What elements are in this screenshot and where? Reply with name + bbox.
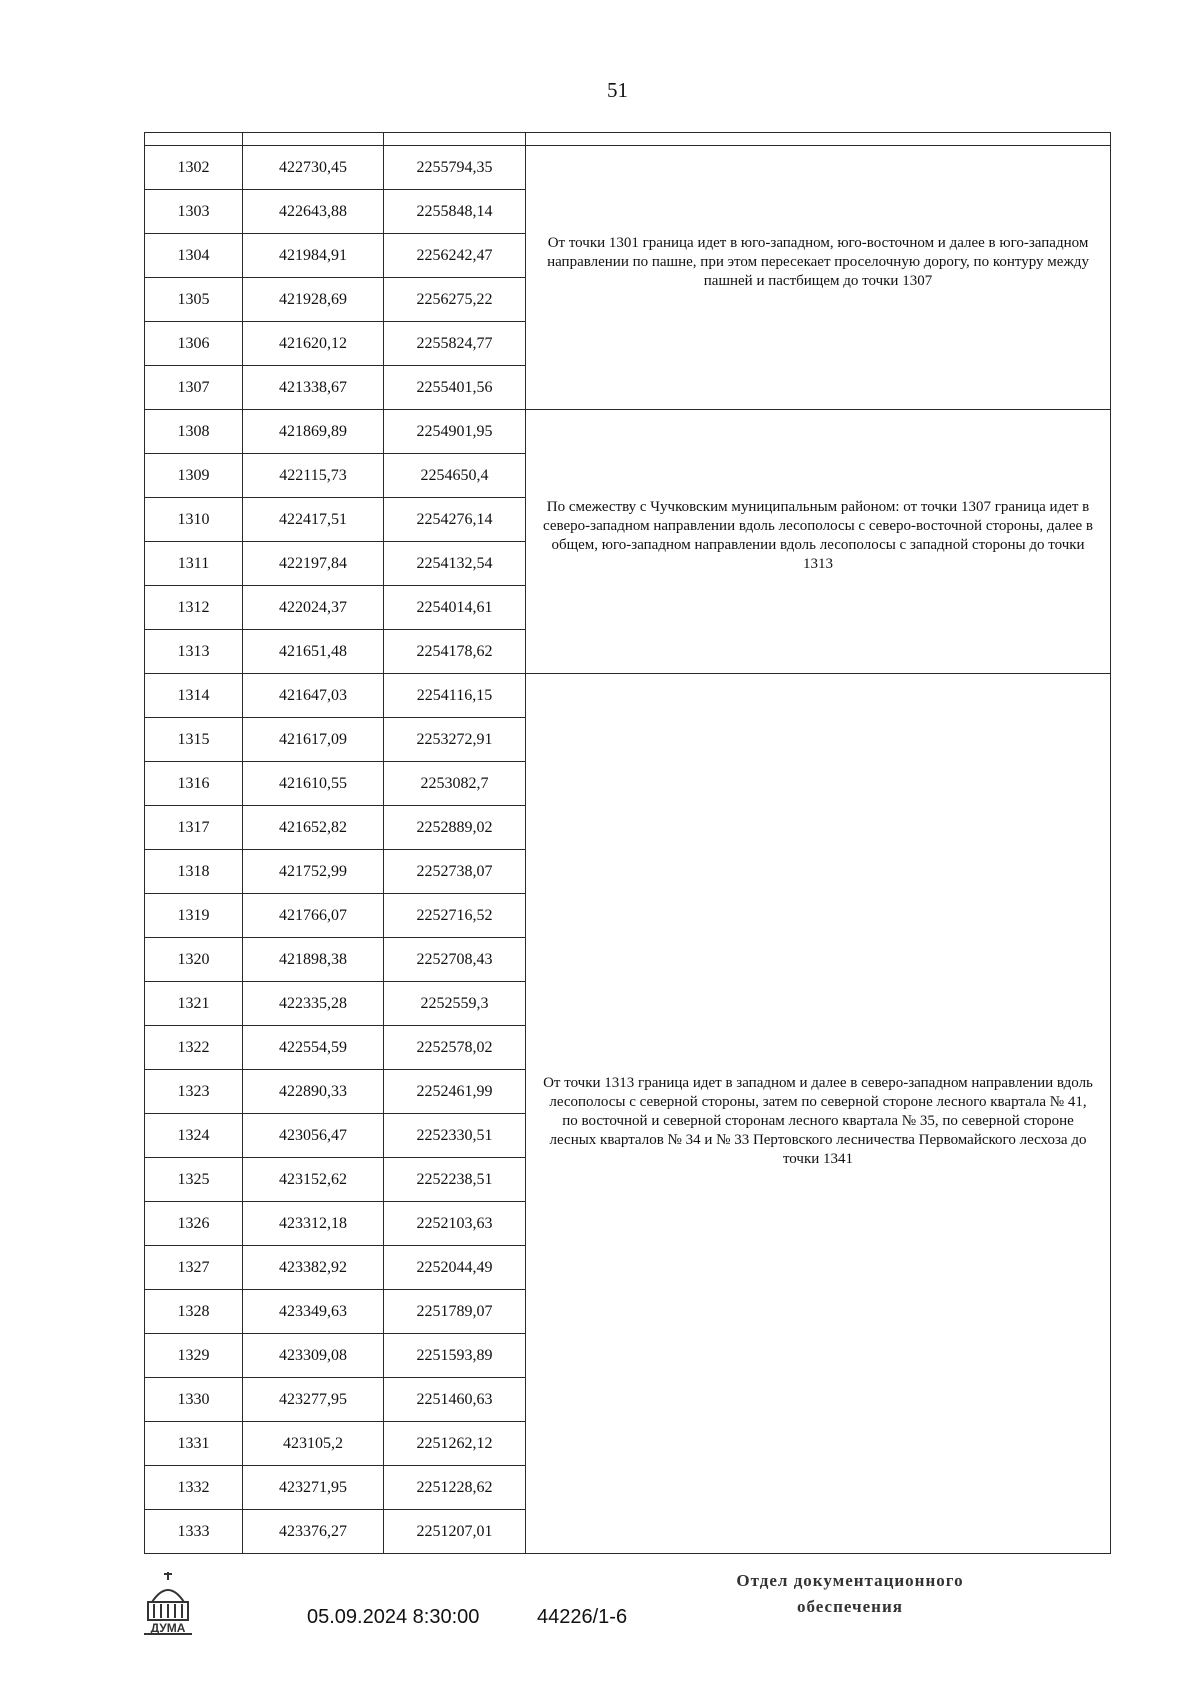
- point-number-cell: 1311: [145, 542, 243, 586]
- point-number-cell: 1325: [145, 1158, 243, 1202]
- coord-y-cell: 2252889,02: [384, 806, 526, 850]
- coord-y-cell: 2255401,56: [384, 366, 526, 410]
- point-number-cell: 1331: [145, 1422, 243, 1466]
- coord-y-cell: 2255794,35: [384, 146, 526, 190]
- point-number-cell: 1312: [145, 586, 243, 630]
- boundary-description-cell: От точки 1313 граница идет в западном и далее в северо-западном направлении вдоль лесополосы с северной стороны, затем по северной стороне лесного квартала № 41, по восточной и северной сторонам лесного квартала № 35, по северной стороне лесных кварталов № 34 и № 33 Пертовского лесничества Первомайского лесхоза до точки 1341: [526, 674, 1111, 1554]
- coord-x-cell: 423277,95: [243, 1378, 384, 1422]
- coord-y-cell: 2254178,62: [384, 630, 526, 674]
- point-number-cell: 1320: [145, 938, 243, 982]
- coord-y-cell: 2251460,63: [384, 1378, 526, 1422]
- coord-y-cell: 2254276,14: [384, 498, 526, 542]
- coord-x-cell: 423312,18: [243, 1202, 384, 1246]
- coord-y-cell: 2254901,95: [384, 410, 526, 454]
- coord-y-cell: 2256275,22: [384, 278, 526, 322]
- point-number-cell: 1332: [145, 1466, 243, 1510]
- coord-y-cell: 2252461,99: [384, 1070, 526, 1114]
- point-number-cell: 1303: [145, 190, 243, 234]
- footer-document-code: 44226/1-6: [537, 1606, 628, 1628]
- coord-x-cell: 421928,69: [243, 278, 384, 322]
- table-row: [145, 410, 1111, 454]
- coord-x-cell: 423271,95: [243, 1466, 384, 1510]
- point-number-cell: 1316: [145, 762, 243, 806]
- point-number-cell: 1302: [145, 146, 243, 190]
- coord-x-cell: 422197,84: [243, 542, 384, 586]
- coord-x-cell: 421869,89: [243, 410, 384, 454]
- table-row: [145, 146, 1111, 190]
- coord-y-cell: 2252044,49: [384, 1246, 526, 1290]
- point-number-cell: 1328: [145, 1290, 243, 1334]
- coord-y-cell: 2252708,43: [384, 938, 526, 982]
- point-number-cell: 1330: [145, 1378, 243, 1422]
- point-number-cell: 1309: [145, 454, 243, 498]
- header-cell-y: [384, 133, 526, 146]
- point-number-cell: 1304: [145, 234, 243, 278]
- coord-x-cell: 422335,28: [243, 982, 384, 1026]
- coord-x-cell: 423309,08: [243, 1334, 384, 1378]
- coord-x-cell: 421766,07: [243, 894, 384, 938]
- point-number-cell: 1313: [145, 630, 243, 674]
- coord-y-cell: 2252578,02: [384, 1026, 526, 1070]
- boundary-description-cell: От точки 1301 граница идет в юго-западном, юго-восточном и далее в юго-западном направлении по пашне, при этом пересекает проселочную дорогу, по контуру между пашней и пастбищем до точки 1307: [526, 146, 1111, 410]
- point-number-cell: 1329: [145, 1334, 243, 1378]
- coord-x-cell: 421651,48: [243, 630, 384, 674]
- coord-x-cell: 422115,73: [243, 454, 384, 498]
- point-number-cell: 1318: [145, 850, 243, 894]
- point-number-cell: 1322: [145, 1026, 243, 1070]
- coord-x-cell: 421898,38: [243, 938, 384, 982]
- coord-y-cell: 2252738,07: [384, 850, 526, 894]
- stamp-line-2: обеспечения: [797, 1597, 903, 1616]
- point-number-cell: 1324: [145, 1114, 243, 1158]
- coord-x-cell: 423382,92: [243, 1246, 384, 1290]
- point-number-cell: 1317: [145, 806, 243, 850]
- coord-y-cell: 2252103,63: [384, 1202, 526, 1246]
- coord-x-cell: 422643,88: [243, 190, 384, 234]
- coord-x-cell: 423152,62: [243, 1158, 384, 1202]
- logo-text: ДУМА: [150, 1621, 186, 1635]
- coord-x-cell: 421984,91: [243, 234, 384, 278]
- coord-x-cell: 421620,12: [243, 322, 384, 366]
- point-number-cell: 1319: [145, 894, 243, 938]
- point-number-cell: 1323: [145, 1070, 243, 1114]
- coord-y-cell: 2253082,7: [384, 762, 526, 806]
- footer-date: 05.09.2024 8:30:00: [307, 1606, 480, 1628]
- coord-y-cell: 2251593,89: [384, 1334, 526, 1378]
- coord-y-cell: 2252330,51: [384, 1114, 526, 1158]
- coord-x-cell: 421610,55: [243, 762, 384, 806]
- coord-x-cell: 422730,45: [243, 146, 384, 190]
- header-cell-x: [243, 133, 384, 146]
- header-cell-point: [145, 133, 243, 146]
- duma-logo-icon: [138, 1568, 198, 1636]
- coord-x-cell: 422554,59: [243, 1026, 384, 1070]
- point-number-cell: 1327: [145, 1246, 243, 1290]
- coord-x-cell: 423056,47: [243, 1114, 384, 1158]
- point-number-cell: 1305: [145, 278, 243, 322]
- coord-x-cell: 423349,63: [243, 1290, 384, 1334]
- coord-x-cell: 421617,09: [243, 718, 384, 762]
- coord-y-cell: 2251262,12: [384, 1422, 526, 1466]
- coord-y-cell: 2251228,62: [384, 1466, 526, 1510]
- coord-x-cell: 423376,27: [243, 1510, 384, 1554]
- coord-y-cell: 2254132,54: [384, 542, 526, 586]
- point-number-cell: 1333: [145, 1510, 243, 1554]
- point-number-cell: 1310: [145, 498, 243, 542]
- point-number-cell: 1314: [145, 674, 243, 718]
- coord-y-cell: 2255824,77: [384, 322, 526, 366]
- coord-y-cell: 2252716,52: [384, 894, 526, 938]
- point-number-cell: 1315: [145, 718, 243, 762]
- coord-y-cell: 2254650,4: [384, 454, 526, 498]
- coord-y-cell: 2256242,47: [384, 234, 526, 278]
- coord-x-cell: 422417,51: [243, 498, 384, 542]
- header-cell-description: [526, 133, 1111, 146]
- point-number-cell: 1321: [145, 982, 243, 1026]
- department-stamp: [700, 1568, 1000, 1620]
- coord-x-cell: 421338,67: [243, 366, 384, 410]
- point-number-cell: 1308: [145, 410, 243, 454]
- coord-y-cell: 2252559,3: [384, 982, 526, 1026]
- stamp-line-1: Отдел документационного: [736, 1571, 964, 1590]
- coord-x-cell: 421647,03: [243, 674, 384, 718]
- coord-x-cell: 421752,99: [243, 850, 384, 894]
- coord-y-cell: 2255848,14: [384, 190, 526, 234]
- coord-x-cell: 421652,82: [243, 806, 384, 850]
- page-number: 51: [607, 78, 628, 102]
- coord-y-cell: 2254116,15: [384, 674, 526, 718]
- point-number-cell: 1306: [145, 322, 243, 366]
- coord-x-cell: 422890,33: [243, 1070, 384, 1114]
- coord-x-cell: 422024,37: [243, 586, 384, 630]
- coord-y-cell: 2253272,91: [384, 718, 526, 762]
- coordinates-table: [144, 132, 1111, 1554]
- table-header-row: [145, 133, 1111, 146]
- coord-x-cell: 423105,2: [243, 1422, 384, 1466]
- coord-y-cell: 2251207,01: [384, 1510, 526, 1554]
- table-row: [145, 674, 1111, 718]
- point-number-cell: 1307: [145, 366, 243, 410]
- coord-y-cell: 2252238,51: [384, 1158, 526, 1202]
- point-number-cell: 1326: [145, 1202, 243, 1246]
- coord-y-cell: 2251789,07: [384, 1290, 526, 1334]
- boundary-description-cell: По смежеству с Чучковским муниципальным районом: от точки 1307 граница идет в северо-западном направлении вдоль лесополосы с северо-восточной стороны, далее в общем, юго-западном направлении вдоль лесополосы с западной стороны до точки 1313: [526, 410, 1111, 674]
- coord-y-cell: 2254014,61: [384, 586, 526, 630]
